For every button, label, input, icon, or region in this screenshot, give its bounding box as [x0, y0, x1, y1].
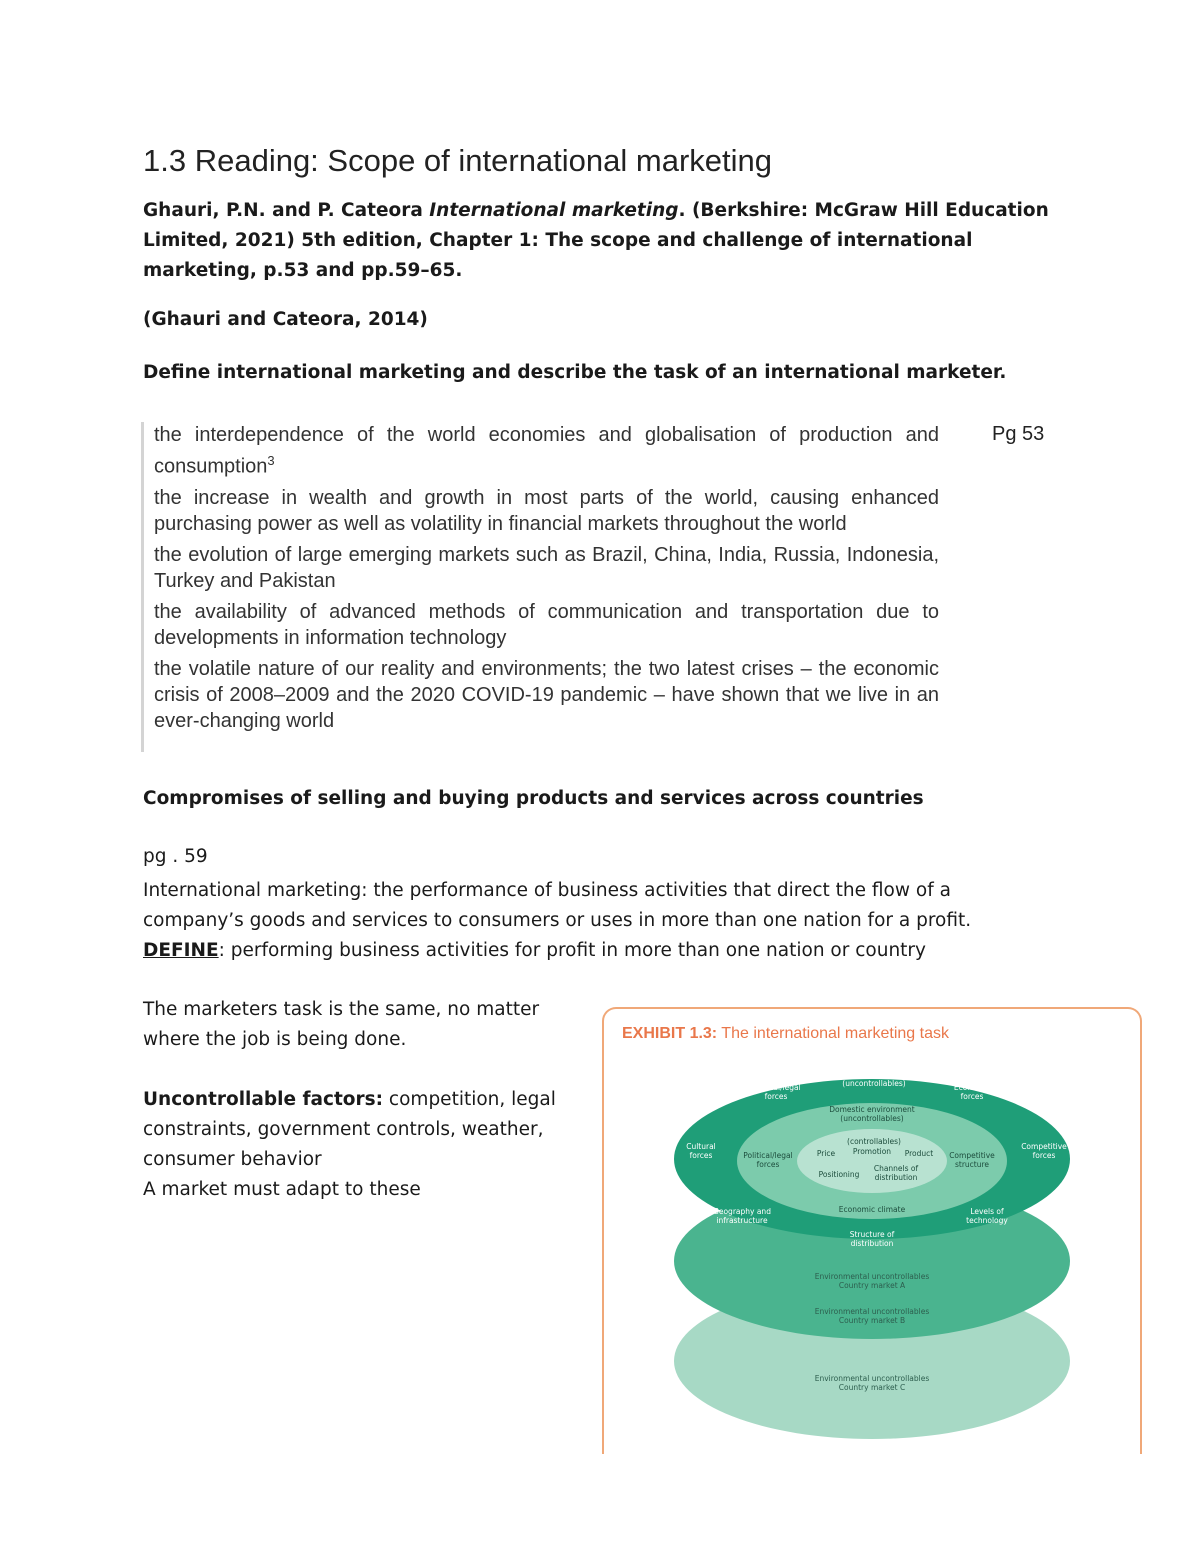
page-reference-59: pg . 59 [143, 846, 208, 867]
define-label: DEFINE [143, 940, 219, 961]
label-domestic-environment: Domestic environment (uncontrollables) [829, 1105, 915, 1123]
label-product: Product [904, 1149, 934, 1158]
scan-item: the evolution of large emerging markets such as Brazil, China, India, Russia, Indonesia, Turkey and Pakistan [154, 543, 939, 592]
label-country-market-a: Environmental uncontrollables Country market A [814, 1272, 930, 1290]
scan-item: the interdependence of the world economies and globalisation of production and consumption$^3$ [154, 424, 939, 478]
short-citation: (Ghauri and Cateora, 2014) [143, 309, 428, 330]
citation-book-title: International marketing [429, 200, 679, 221]
label-economic-climate: Economic climate [838, 1205, 906, 1214]
compromises-heading: Compromises of selling and buying products and services across countries [143, 788, 924, 809]
scan-item: the increase in wealth and growth in most parts of the world, causing enhanced purchasing power as well as volatility in financial markets throughout the world [154, 486, 939, 535]
scan-item: the availability of advanced methods of communication and transportation due to developments in information technology [154, 600, 939, 649]
adapt-note: A market must adapt to these [143, 1179, 421, 1200]
label-structure-distribution: Structure of distribution [849, 1230, 895, 1248]
notes-column [143, 995, 563, 1205]
scan-item: the volatile nature of our reality and environments; the two latest crises – the economic crisis of 2008–2009 and the 2020 COVID-19 pandemic – have shown that we live in an ever-changing world [154, 657, 939, 732]
citation-details: . (Berkshire: McGraw Hill Education Limited, 2021) 5th edition, Chapter 1: The scope and challenge of international marketing, p.53 and pp.59–65. [143, 200, 1049, 281]
label-foreign-environment: Foreign environment (uncontrollables) [835, 1070, 913, 1088]
uncontrollable-factors [143, 1085, 563, 1175]
exhibit-number: EXHIBIT 1.3: [622, 1025, 718, 1042]
label-promotion: Promotion [852, 1147, 892, 1156]
define-text: : performing business activities for profit in more than one nation or country [218, 940, 926, 961]
label-controllables: (controllables) [847, 1137, 901, 1146]
label-cultural-forces: Cultural forces [686, 1142, 716, 1160]
label-economic-forces: Economic forces [953, 1083, 991, 1101]
label-political-outer: Political/legal forces [751, 1083, 801, 1101]
citation-authors: Ghauri, P.N. and P. Cateora [143, 200, 430, 221]
marketers-task: The marketers task is the same, no matter where the job is being done. [143, 999, 540, 1050]
label-positioning: Positioning [818, 1170, 860, 1179]
page-title: 1.3 Reading: Scope of international marketing [143, 143, 773, 178]
exhibit-caption: The international marketing task [717, 1025, 949, 1042]
intl-marketing-definition: International marketing: the performance of business activities that direct the flow of a company’s goods and services to consumers or uses in more than one nation for a profit. [143, 880, 972, 931]
define-question: Define international marketing and describe the task of an international marketer. [143, 362, 1007, 383]
citation [143, 196, 1063, 286]
label-country-market-b: Environmental uncontrollables Country market B [814, 1307, 930, 1325]
label-technology: Levels of technology [966, 1207, 1008, 1225]
label-channels: Channels of distribution [873, 1164, 919, 1182]
label-price: Price [816, 1149, 836, 1158]
definition-paragraph [143, 876, 1043, 966]
exhibit-diagram [604, 1009, 1140, 1454]
uncontrollable-text: competition, legal constraints, government controls, weather, consumer behavior [143, 1089, 556, 1170]
scanned-excerpt [141, 422, 950, 752]
exhibit-figure [602, 1007, 1142, 1454]
footnote-marker: 3 [267, 453, 275, 468]
uncontrollable-label: Uncontrollable factors: [143, 1089, 384, 1110]
label-geography: Geography and infrastructure [713, 1207, 771, 1225]
label-competitive-structure: Competitive structure [949, 1151, 995, 1169]
page-reference-53: Pg 53 [992, 423, 1045, 445]
label-political-middle: Political/legal forces [743, 1151, 793, 1169]
label-competitive-forces: Competitive forces [1021, 1142, 1067, 1160]
label-country-market-c: Environmental uncontrollables Country market C [814, 1374, 930, 1392]
